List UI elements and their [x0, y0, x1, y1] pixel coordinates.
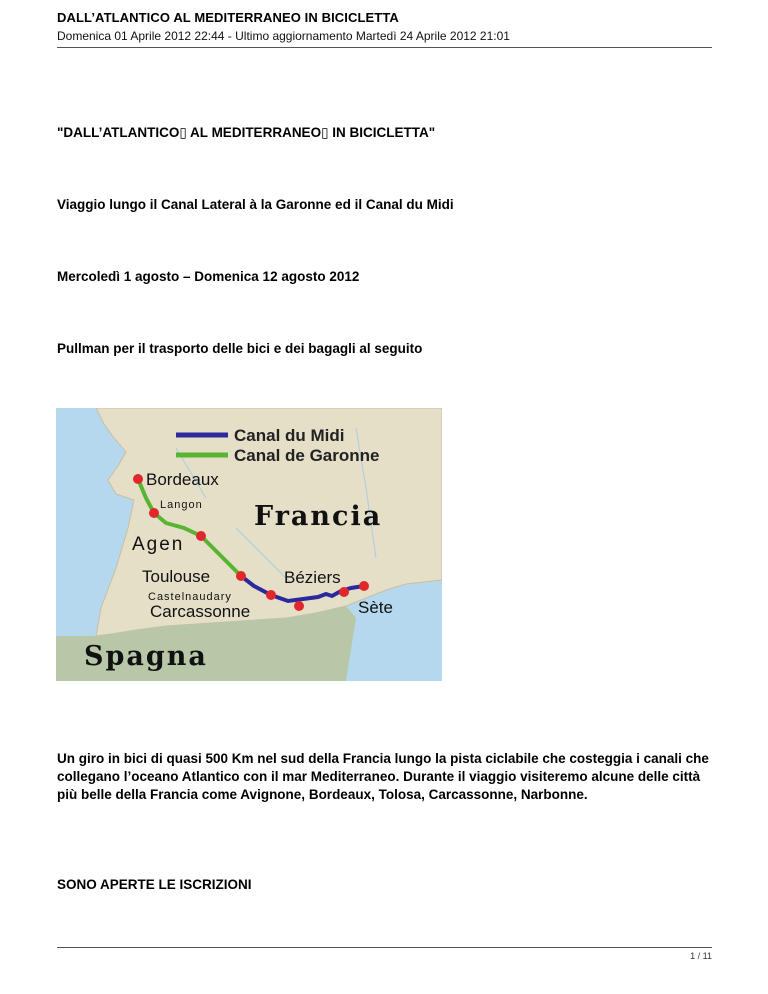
document-dates: Domenica 01 Aprile 2012 22:44 - Ultimo aggiornamento Martedì 24 Aprile 2012 21:01 — [57, 29, 510, 43]
city-label-toulouse: Toulouse — [142, 567, 211, 586]
legend-garonne-label: Canal de Garonne — [234, 446, 380, 465]
city-dot-langon — [149, 508, 159, 518]
city-dot-sete — [359, 581, 369, 591]
city-label-bordeaux: Bordeaux — [146, 470, 219, 489]
article-subtitle: Viaggio lungo il Canal Lateral à la Garonne ed il Canal du Midi — [57, 197, 454, 212]
country-label-spain: Spagna — [84, 641, 208, 672]
transport-note: Pullman per il trasporto delle bici e dei bagagli al seguito — [57, 341, 423, 356]
document-title: DALL’ATLANTICO AL MEDITERRANEO IN BICICLETTA — [57, 10, 399, 25]
trip-dates: Mercoledì 1 agosto – Domenica 12 agosto 2012 — [57, 269, 360, 284]
city-label-castelnaudary: Castelnaudary — [148, 591, 232, 603]
city-label-sete: Sète — [358, 598, 393, 617]
country-label-france: Francia — [254, 501, 383, 532]
footer-divider — [57, 947, 712, 948]
registration-notice: SONO APERTE LE ISCRIZIONI — [57, 877, 252, 892]
city-dot-toulouse — [236, 571, 246, 581]
city-dot-carcassonne — [294, 601, 304, 611]
canal-route-map — [56, 408, 442, 681]
page-number: 1 / 11 — [690, 951, 712, 961]
city-label-beziers: Béziers — [284, 568, 341, 587]
city-dot-agen — [196, 531, 206, 541]
city-label-langon: Langon — [160, 499, 203, 511]
city-dot-castelnaudary — [266, 590, 276, 600]
city-dot-beziers — [339, 587, 349, 597]
city-label-agen: Agen — [132, 534, 185, 555]
trip-description: Un giro in bici di quasi 500 Km nel sud della Francia lungo la pista ciclabile che costeggia i canali che collegano l’oceano Atlantico con il mar Mediterraneo. Durante il viaggio visiteremo alcune delle città più belle della Francia come Avignone, Bordeaux, Tolosa, Carcassonne, Narbonne. — [57, 751, 709, 802]
city-dot-bordeaux — [133, 474, 143, 484]
city-label-carcassonne: Carcassonne — [150, 602, 251, 621]
header-divider — [57, 47, 712, 48]
article-headline: "DALL’ATLANTICO▯ AL MEDITERRANEO▯ IN BICICLETTA" — [57, 125, 436, 140]
legend-midi-label: Canal du Midi — [234, 426, 345, 445]
